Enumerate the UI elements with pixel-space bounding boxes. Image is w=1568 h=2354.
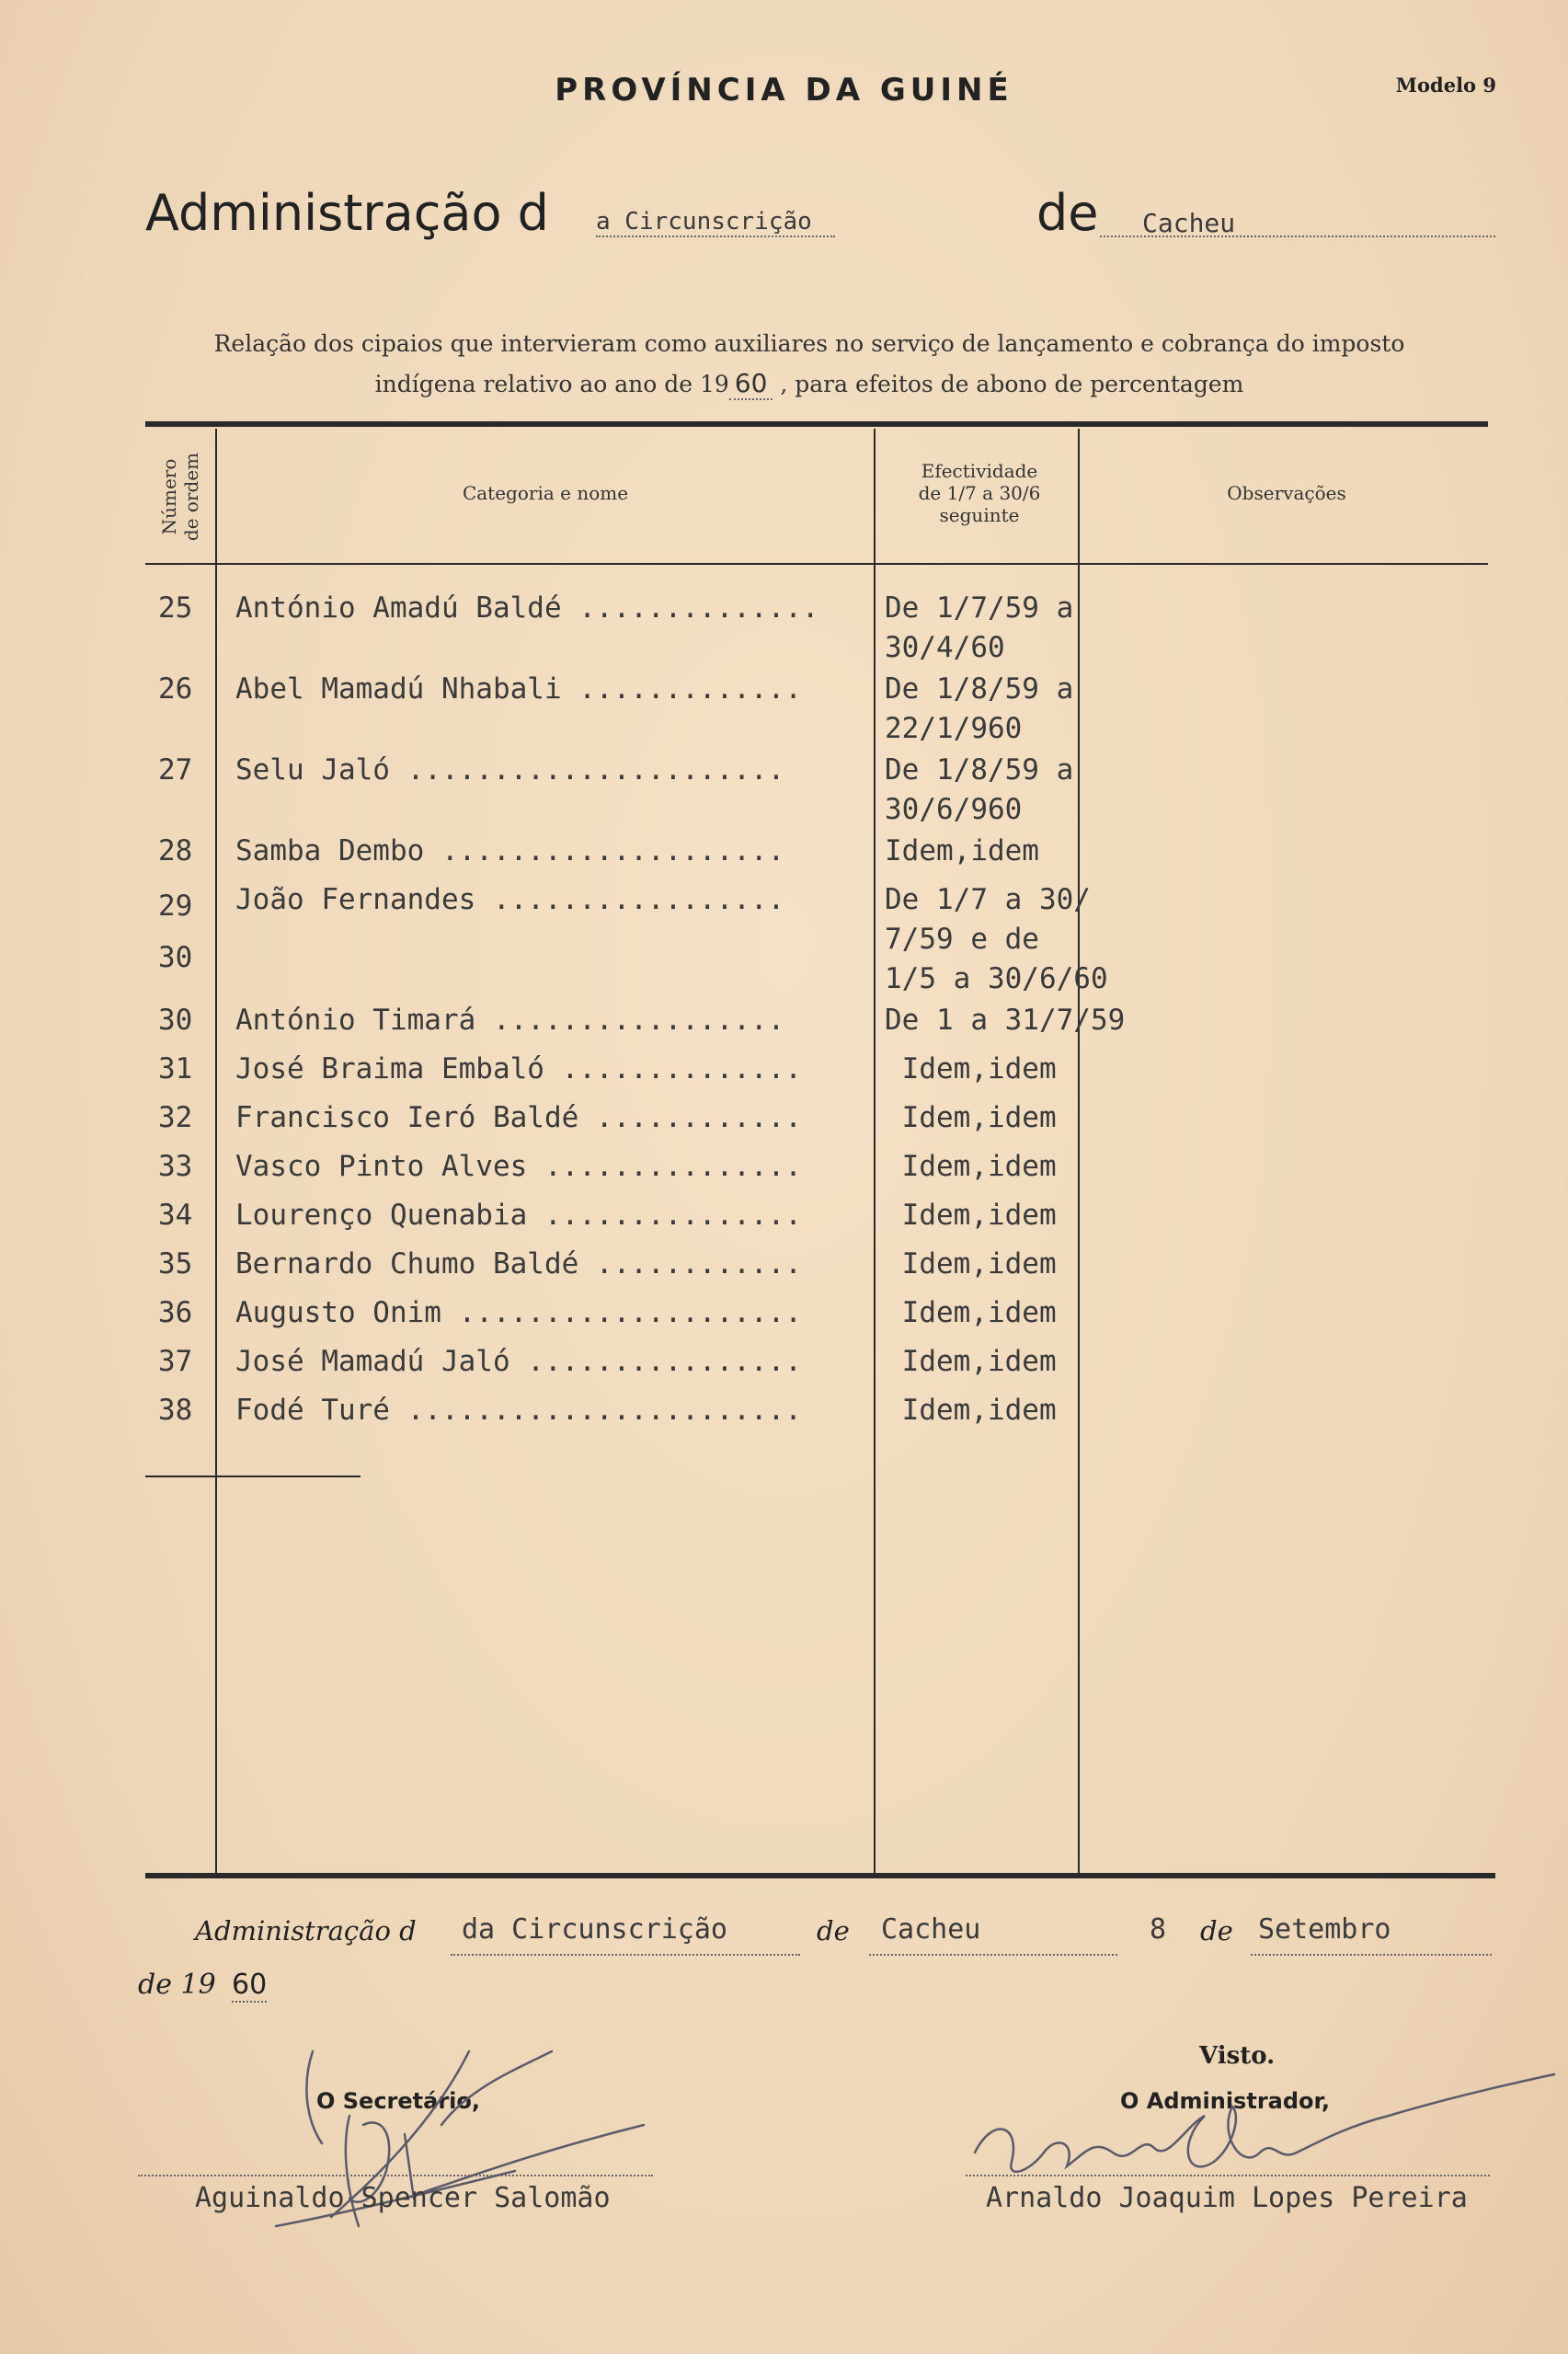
row-effectiveness: De 1/8/59 a 22/1/960 — [885, 672, 1074, 745]
secretary-label: O Secretário, — [316, 2088, 480, 2114]
row-effectiveness: De 1 a 31/7/59 — [885, 1004, 1126, 1037]
row-effectiveness: De 1/8/59 a 30/6/960 — [885, 753, 1074, 826]
header-number: Número de ordem — [158, 452, 202, 542]
row-effectiveness: Idem,idem — [885, 1150, 1057, 1183]
row-effectiveness: Idem,idem — [885, 834, 1039, 867]
row-effectiveness: Idem,idem — [885, 1101, 1057, 1134]
secretary-name: Aguinaldo Spencer Salomão — [195, 2182, 611, 2214]
row-number: 33 — [158, 1150, 193, 1183]
row-name: José Mamadú Jaló ................ — [235, 1345, 802, 1378]
row-number: 34 — [158, 1199, 193, 1232]
visto-label: Visto. — [1199, 2042, 1276, 2070]
footer-year-label: de 19 — [138, 1969, 216, 2001]
table-header-rule — [145, 563, 1488, 565]
row-name: João Fernandes ................. — [235, 883, 785, 916]
row-number: 28 — [158, 834, 193, 867]
header-name: Categoria e nome — [462, 482, 629, 504]
row-effectiveness: Idem,idem — [885, 1345, 1057, 1378]
de-label: de — [1036, 184, 1099, 242]
admin-label: Administração d — [145, 184, 549, 242]
row-name: Fodé Turé ....................... — [235, 1394, 802, 1427]
row-effectiveness: Idem,idem — [885, 1199, 1057, 1232]
column-divider-1 — [215, 429, 217, 1873]
row-number: 30 — [158, 1004, 193, 1037]
row-name: Selu Jaló ...................... — [235, 753, 785, 787]
row-number: 35 — [158, 1247, 193, 1280]
footer-day: 8 — [1150, 1913, 1167, 1946]
intro-line-1: Relação dos cipaios que intervieram como auxiliares no serviço de lançamento e cobrança do imposto — [213, 330, 1405, 357]
intro-text — [138, 324, 1481, 404]
table-end-short-rule — [145, 1476, 361, 1477]
intro-line-2-pre: indígena relativo ao ano de 19 — [374, 371, 729, 397]
row-number: 32 — [158, 1101, 193, 1134]
admin-dotted-line — [596, 235, 835, 237]
header-effectiveness: Efectividade de 1/7 a 30/6 seguinte — [918, 460, 1041, 526]
model-number: Modelo 9 — [1395, 74, 1496, 97]
row-number: 31 — [158, 1052, 193, 1085]
intro-line-2-post: , para efeitos de abono de percentagem — [780, 371, 1244, 397]
row-number: 36 — [158, 1296, 193, 1329]
footer-month: Setembro — [1258, 1913, 1391, 1946]
row-number: 25 — [158, 591, 193, 625]
row-effectiveness: Idem,idem — [885, 1394, 1057, 1427]
province-title: PROVÍNCIA DA GUINÉ — [555, 72, 1013, 109]
row-name: Lourenço Quenabia ............... — [235, 1199, 802, 1232]
row-name: António Timará ................. — [235, 1004, 785, 1037]
row-number: 37 — [158, 1345, 193, 1378]
row-effectiveness: De 1/7/59 a 30/4/60 — [885, 591, 1074, 664]
footer-dots-3 — [1251, 1954, 1492, 1956]
intro-line-2 — [138, 363, 1481, 404]
footer-admin-fill: da Circunscrição — [462, 1913, 727, 1946]
row-name: Samba Dembo .................... — [235, 834, 785, 867]
footer-de-label-2: de — [1200, 1915, 1233, 1946]
footer-place: Cacheu — [881, 1913, 981, 1946]
row-number: 38 — [158, 1394, 193, 1427]
footer-dots-1 — [451, 1954, 800, 1956]
row-effectiveness: Idem,idem — [885, 1296, 1057, 1329]
row-number: 29 30 — [158, 890, 193, 974]
column-divider-2 — [874, 429, 876, 1873]
secretary-signature-icon — [166, 2015, 681, 2254]
row-name: Bernardo Chumo Baldé ............ — [235, 1247, 802, 1280]
administrator-name: Arnaldo Joaquim Lopes Pereira — [986, 2182, 1468, 2214]
location-fill: Cacheu — [1142, 208, 1236, 238]
table-bottom-rule — [145, 1873, 1495, 1878]
header-observations: Observações — [1227, 482, 1346, 504]
row-name: José Braima Embaló .............. — [235, 1052, 802, 1085]
footer-de-label: de — [817, 1915, 850, 1946]
row-number: 26 — [158, 672, 193, 706]
row-effectiveness: Idem,idem — [885, 1247, 1057, 1280]
row-name: Vasco Pinto Alves ............... — [235, 1150, 802, 1183]
row-name: Augusto Onim .................... — [235, 1296, 802, 1329]
row-effectiveness: Idem,idem — [885, 1052, 1057, 1085]
administrator-label: O Administrador, — [1120, 2088, 1330, 2114]
footer-admin-label: Administração d — [195, 1915, 417, 1946]
table-top-rule — [145, 421, 1488, 427]
footer-dots-2 — [869, 1954, 1117, 1956]
row-number: 27 — [158, 753, 193, 787]
row-name: Francisco Ieró Baldé ............ — [235, 1101, 802, 1134]
footer-year: 60 — [232, 1969, 268, 2001]
row-name: António Amadú Baldé .............. — [235, 591, 819, 625]
intro-year: 60 — [729, 368, 773, 400]
admin-fill: a Circunscrição — [596, 208, 812, 235]
row-effectiveness: De 1/7 a 30/ 7/59 e de 1/5 a 30/6/60 — [885, 883, 1108, 995]
row-name: Abel Mamadú Nhabali ............. — [235, 672, 802, 706]
